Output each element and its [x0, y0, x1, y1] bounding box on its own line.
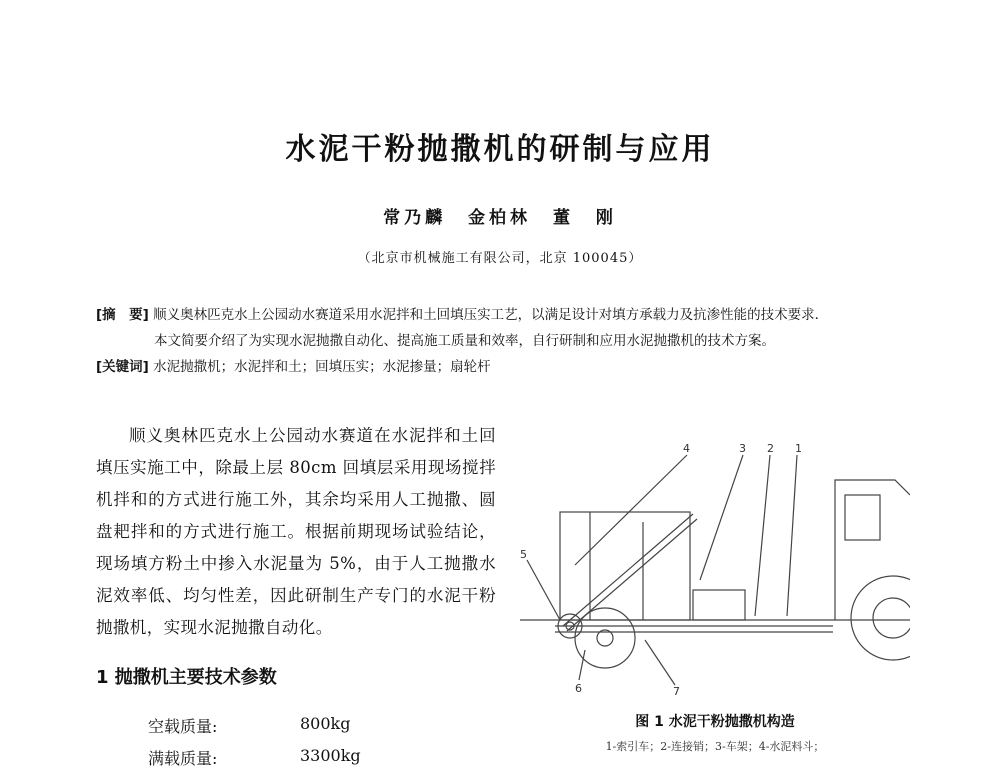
- abstract-text-2: 本文简要介绍了为实现水泥抛撒自动化、提高施工质量和效率，自行研制和应用水泥抛撒机的技术方案。: [154, 333, 775, 349]
- conveyor-arm: [563, 514, 693, 626]
- abstract-label: [摘 要]: [96, 307, 149, 323]
- param-value: 3300kg: [300, 746, 361, 765]
- keywords-label: [关键词]: [96, 359, 149, 375]
- body-paragraph: 顺义奥林匹克水上公园动水赛道在水泥拌和土回填压实施工中，除最上层 80cm 回填层采用现场搅拌机拌和的方式进行施工外，其余均采用人工抛撒、圆盘耙拌和的方式进行施工。根据前期现场试验结论，现场填方粉土中掺入水泥量为 5%，由于人工抛撒水泥效率低、均匀性差，因此研制生产专门的水泥干粉抛撒机，实现水泥抛撒自动化。: [96, 426, 496, 637]
- abstract-text-1: 顺义奥林匹克水上公园动水赛道采用水泥拌和土回填压实工艺，以满足设计对填方承载力及抗渗性能的技术要求．: [153, 307, 829, 323]
- fig-label: 5: [520, 548, 527, 561]
- param-row: [148, 746, 361, 769]
- fig-label: 7: [673, 685, 680, 698]
- fig-label: 1: [795, 442, 802, 455]
- figure-legend: 1-索引车；2-连接销；3-车架；4-水泥料斗；: [605, 740, 825, 753]
- keywords-text: 水泥抛撒机；水泥拌和土；回填压实；水泥掺量；扇轮杆: [153, 359, 491, 375]
- mixer-box: [693, 590, 745, 620]
- hopper-box: [560, 512, 690, 620]
- fig-label: 4: [683, 442, 690, 455]
- fig-label: 6: [575, 682, 582, 695]
- tractor-wheel: [851, 576, 910, 660]
- abstract: [96, 302, 926, 380]
- section-heading: 1 抛撒机主要技术参数: [96, 667, 277, 688]
- machine-diagram: [515, 440, 910, 700]
- authors: 常乃麟 金柏林 董 刚: [383, 208, 617, 228]
- affiliation: （北京市机械施工有限公司，北京 100045）: [357, 251, 643, 266]
- fig-label: 3: [739, 442, 746, 455]
- abstract-line-1: [96, 302, 926, 328]
- param-label: 满载质量:: [148, 749, 218, 768]
- keywords: [96, 354, 926, 380]
- trailer-wheel: [575, 608, 635, 668]
- paper-title: 水泥干粉抛撒机的研制与应用: [285, 132, 715, 167]
- figure-caption: 图 1 水泥干粉抛撒机构造: [635, 714, 795, 730]
- param-value: 800kg: [300, 714, 351, 733]
- fig-label: 2: [767, 442, 774, 455]
- param-label: 空载质量:: [148, 717, 218, 736]
- param-row: [148, 714, 351, 737]
